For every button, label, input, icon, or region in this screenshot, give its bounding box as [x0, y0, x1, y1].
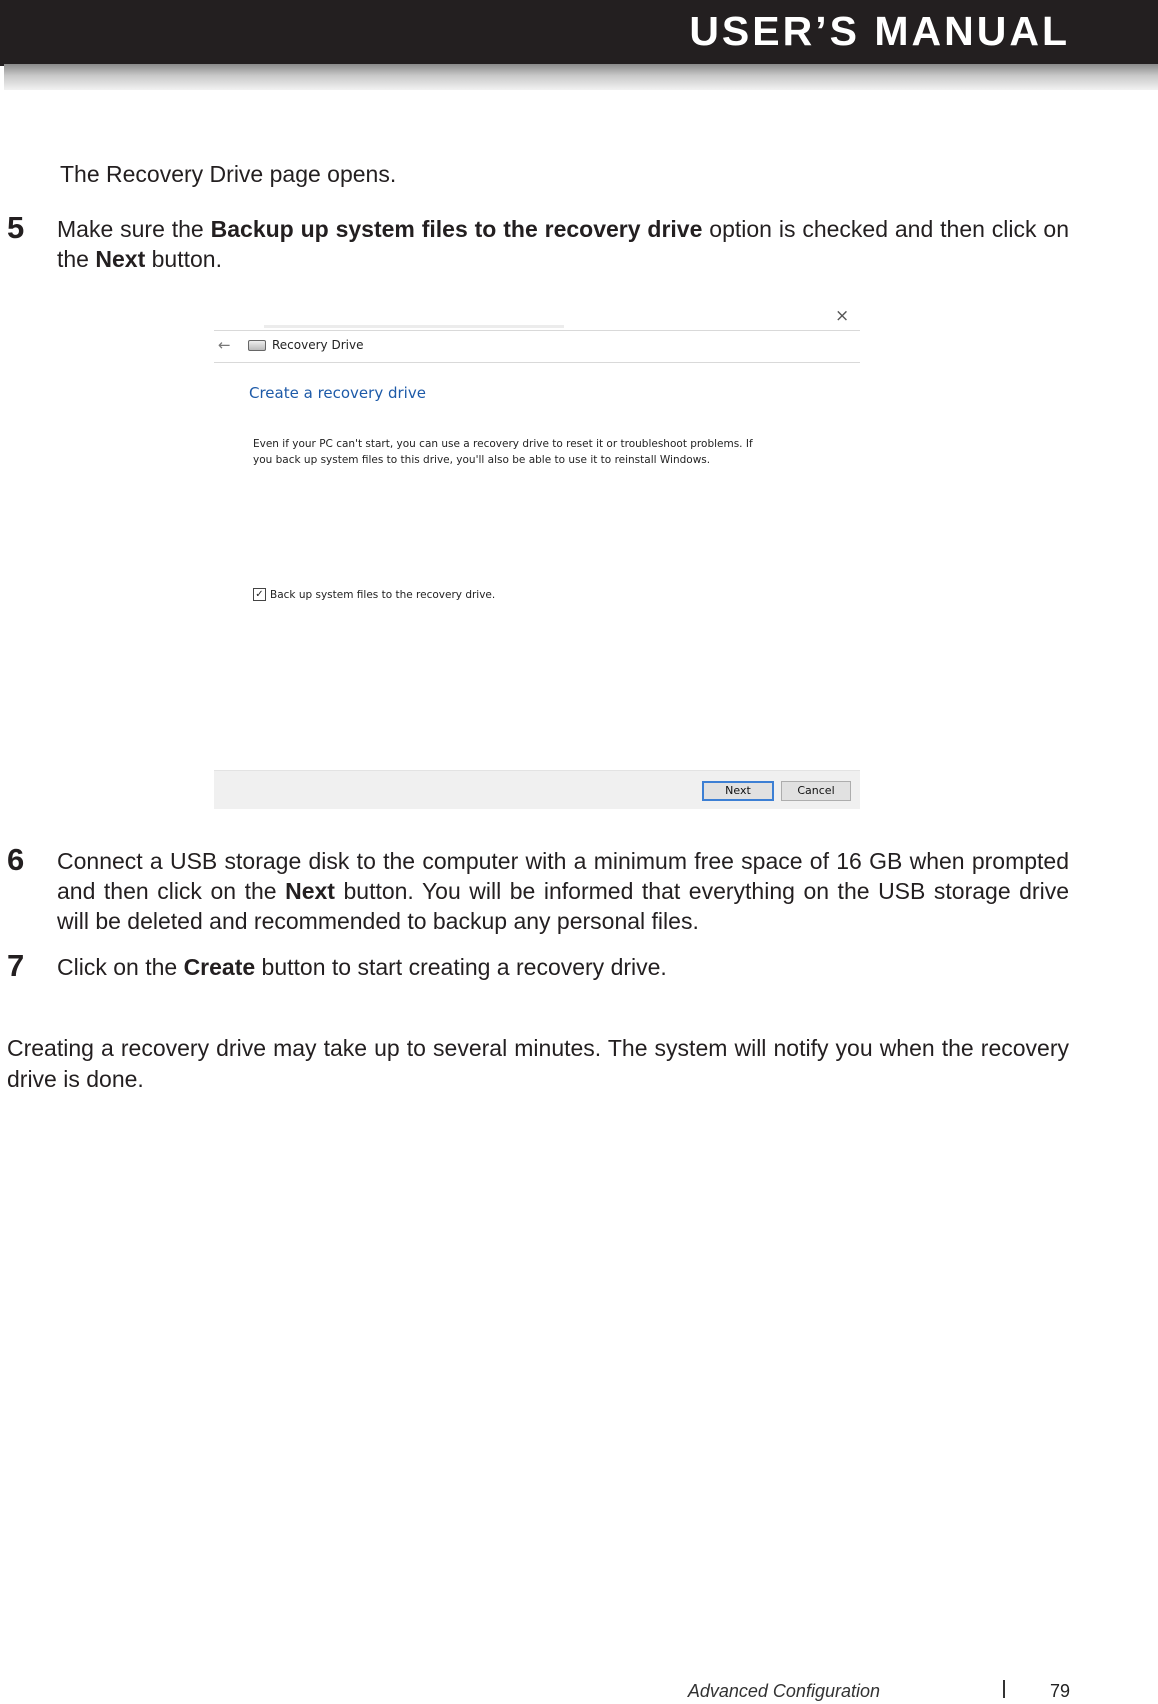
dialog-description: Even if your PC can't start, you can use a recovery drive to reset it or troubleshoot problems. If you back up system files to this drive, you'll also be able to use it to reinstall Windows. [253, 438, 753, 466]
page-number: 79 [1049, 1681, 1070, 1701]
backup-checkbox-row[interactable] [253, 588, 495, 601]
divider [214, 330, 860, 331]
footer-section-title: Advanced Configuration [687, 1681, 880, 1701]
step-text: Click on the Create button to start creating a recovery drive. [57, 954, 667, 980]
window-title: Recovery Drive [272, 338, 364, 352]
footer-separator [1003, 1680, 1005, 1698]
dialog-heading: Create a recovery drive [249, 384, 426, 402]
manual-title: USER’S MANUAL [689, 8, 1070, 54]
closing-paragraph: Creating a recovery drive may take up to several minutes. The system will notify you when the recovery drive is done. [7, 1035, 1069, 1092]
step-number: 7 [7, 948, 25, 983]
header-bar [0, 0, 1158, 66]
window-title-bar [264, 325, 564, 328]
backup-checkbox[interactable]: ✓ [253, 588, 266, 601]
recovery-drive-screenshot [214, 300, 860, 808]
step-text: Connect a USB storage disk to the computer with a minimum free space of 16 GB when prompted and then click on the Next button. You will be informed that everything on the USB storage drive will be deleted and recommended to backup any personal files. [57, 848, 1069, 934]
dialog-footer [214, 770, 860, 809]
step-5 [0, 210, 1069, 274]
header-shadow [4, 64, 1158, 90]
step-6 [0, 842, 1069, 936]
step-7 [0, 948, 1069, 983]
close-icon[interactable]: × [835, 306, 850, 326]
next-button[interactable]: Next [702, 781, 774, 801]
nav-bar [218, 336, 363, 354]
backup-checkbox-label[interactable]: Back up system files to the recovery drive. [270, 588, 496, 601]
cancel-button[interactable]: Cancel [781, 781, 851, 801]
step-text: Make sure the Backup up system files to the recovery drive option is checked and then click on the Next button. [57, 216, 1069, 272]
divider [214, 362, 860, 363]
back-arrow-icon[interactable]: ← [218, 336, 231, 354]
intro-text: The Recovery Drive page opens. [60, 161, 397, 187]
step-number: 5 [7, 210, 25, 245]
step-number: 6 [7, 842, 25, 877]
drive-icon [248, 340, 266, 351]
